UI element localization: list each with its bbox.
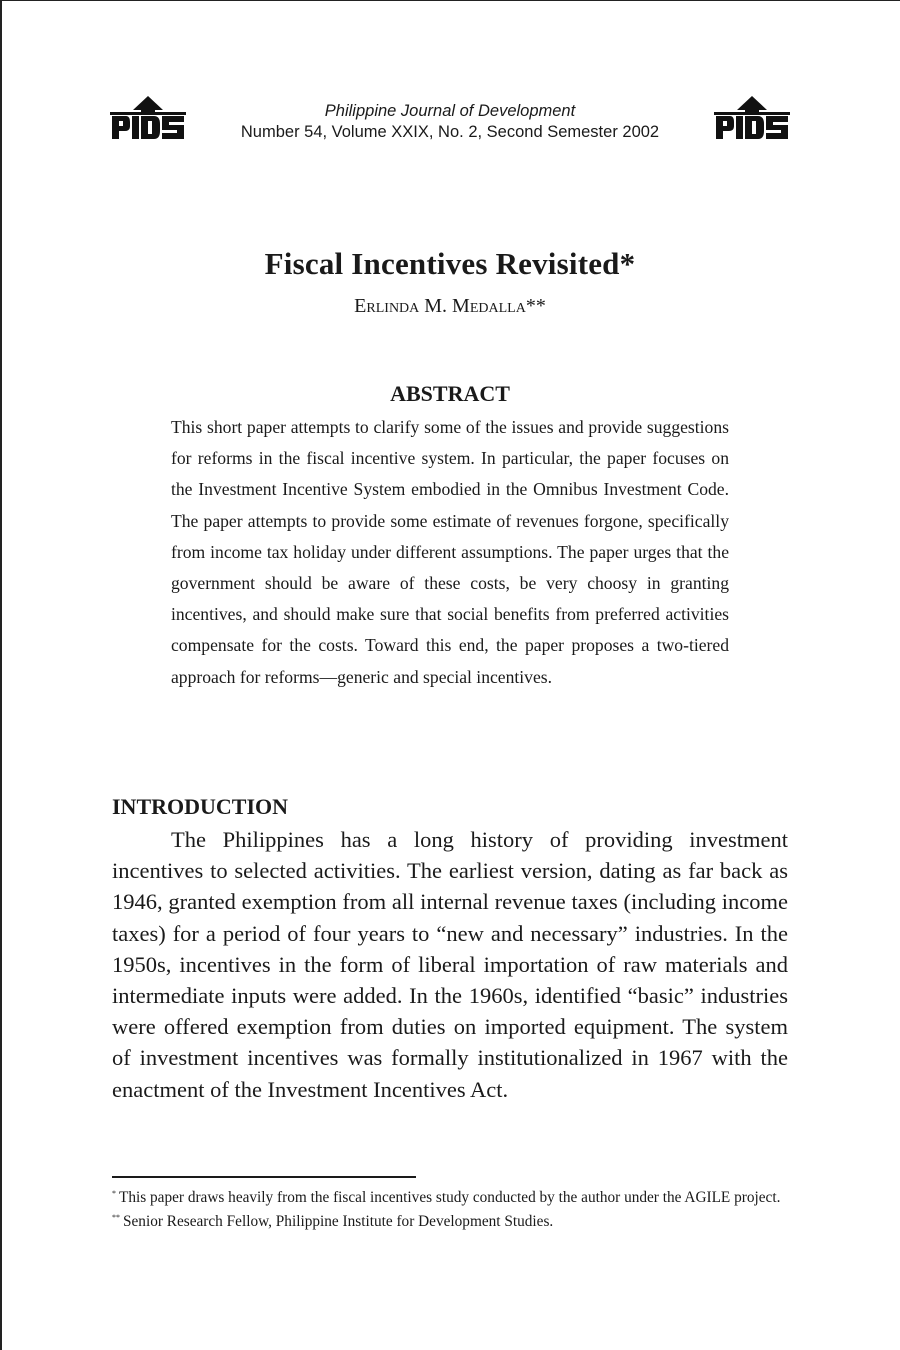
journal-name: Philippine Journal of Development <box>324 102 576 120</box>
abstract-text: This short paper attempts to clarify some of the issues and provide suggestions for reforms in the fiscal incentive system. In particular, the paper focuses on the Investment Incentive System embodied in the Omnibus Investment Code. The paper attempts to provide some estimate of revenues forgone, specifically from income tax holiday under different assumptions. The paper urges that the government should be aware of these costs, be very choosy in granting incentives, and should make sure that social benefits from preferred activities compensate for the costs. Toward this end, the paper proposes a two-tiered approach for reforms—generic and special incentives. <box>171 417 729 687</box>
journal-issue: Number 54, Volume XXIX, No. 2, Second Semester 2002 <box>240 123 660 141</box>
footnote-mark: * <box>112 1189 116 1198</box>
footnote-text: This paper draws heavily from the fiscal incentives study conducted by the author under the AGILE project. <box>119 1189 781 1206</box>
introduction-heading: INTRODUCTION <box>112 794 289 819</box>
journal-header <box>200 101 700 143</box>
footnote-mark: ** <box>112 1213 120 1222</box>
footnote <box>112 1184 788 1208</box>
footnote-text: Senior Research Fellow, Philippine Institute for Development Studies. <box>123 1213 554 1230</box>
abstract-heading: ABSTRACT <box>390 381 510 406</box>
pids-logo-icon <box>110 96 186 140</box>
introduction-text: The Philippines has a long history of providing investment incentives to selected activities. The earliest version, dating as far back as 1946, granted exemption from all internal revenue taxes (including income taxes) for a period of four years to “new and necessary” industries. In the 1950s, incentives in the form of liberal importation of raw materials and intermediate inputs were added. In the 1960s, identified “basic” industries were offered exemption from duties on imported equipment. The system of investment incentives was formally institutionalized in 1967 with the enactment of the Investment Incentives Act. <box>112 827 788 1102</box>
footnote <box>112 1208 788 1232</box>
footnotes <box>112 1184 788 1232</box>
footnote-rule <box>112 1176 416 1178</box>
paper-author: Erlinda M. Medalla** <box>354 295 546 317</box>
paper-title: Fiscal Incentives Revisited* <box>264 246 636 281</box>
pids-logo-icon <box>714 96 790 140</box>
